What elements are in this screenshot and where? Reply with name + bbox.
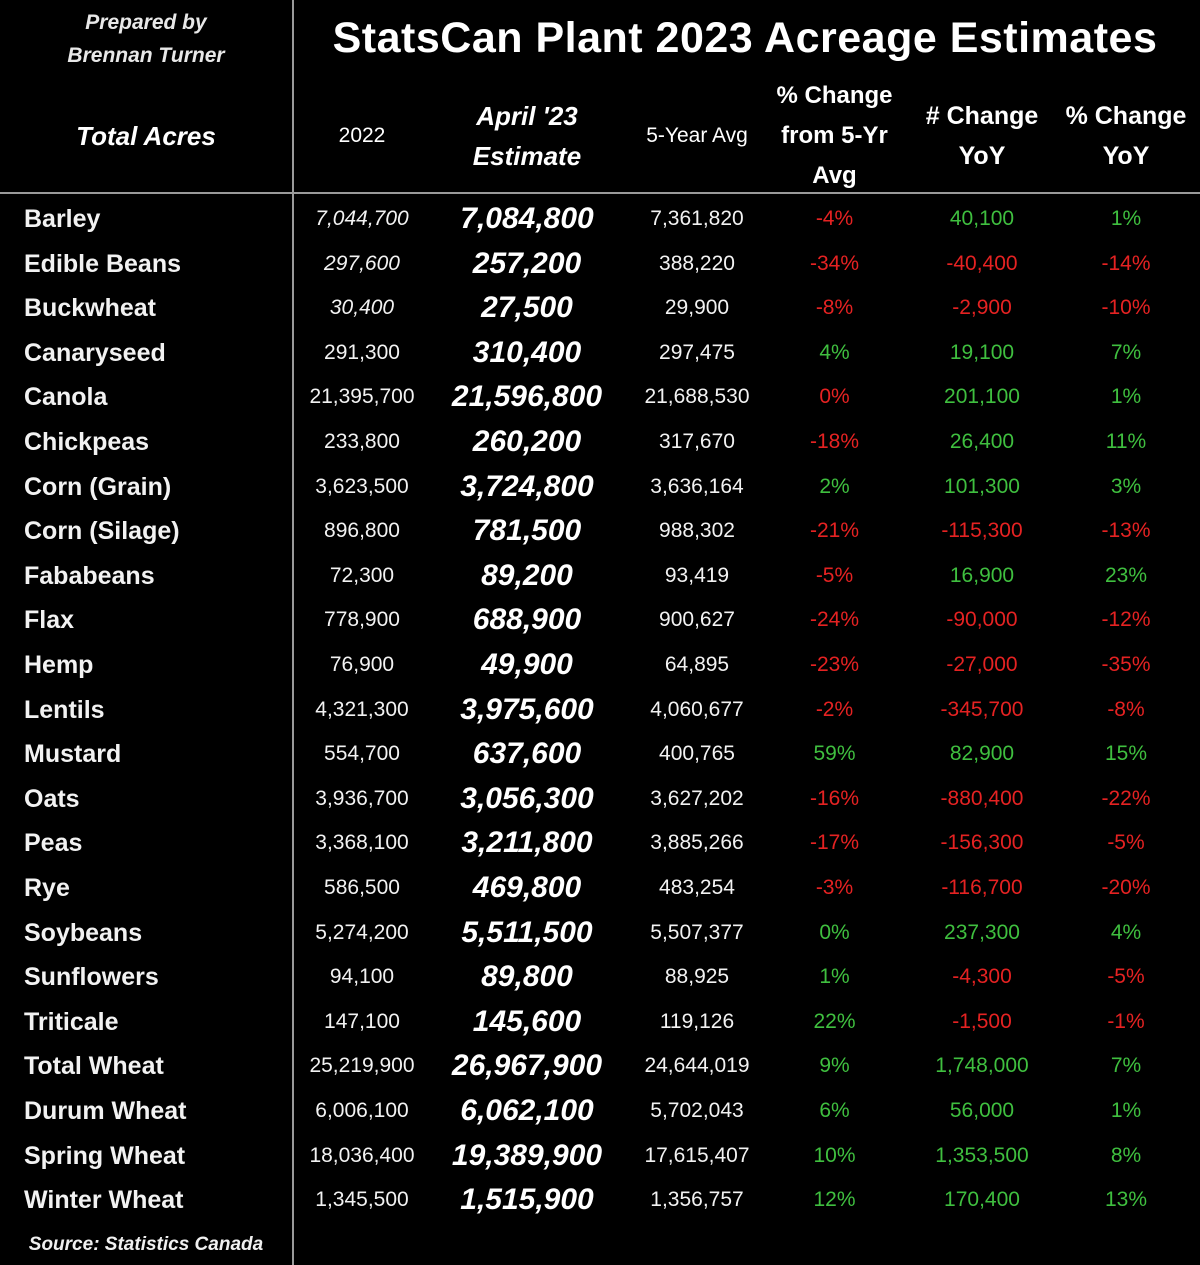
- value-5yr-avg: 400,765: [659, 742, 735, 766]
- value-april-estimate: 5,511,500: [461, 915, 593, 949]
- value-2022: 586,500: [324, 876, 400, 899]
- value-april-estimate: 21,596,800: [451, 380, 603, 414]
- value-num-change-yoy: -1,500: [952, 1009, 1012, 1033]
- value-2022: 3,936,700: [315, 786, 409, 810]
- table-row: [0, 331, 1200, 376]
- value-pct-change-yoy: -22%: [1101, 786, 1151, 810]
- crop-name: Flax: [24, 606, 75, 635]
- value-2022: 76,900: [329, 653, 395, 676]
- value-num-change-yoy: 82,900: [949, 742, 1015, 766]
- value-april-estimate: 469,800: [472, 871, 582, 904]
- value-pct-change-5yr: 6%: [819, 1099, 850, 1122]
- header-total-acres: Total Acres: [76, 120, 216, 151]
- crop-name: Canaryseed: [24, 338, 166, 367]
- table-row: [0, 598, 1200, 643]
- value-april-estimate: 89,200: [481, 558, 573, 592]
- crop-name: Rye: [24, 874, 70, 902]
- value-april-estimate: 145,600: [472, 1004, 582, 1038]
- value-2022: 7,044,700: [315, 207, 409, 230]
- value-5yr-avg: 93,419: [664, 563, 730, 587]
- value-pct-change-yoy: -12%: [1101, 608, 1151, 632]
- value-pct-change-yoy: 13%: [1104, 1188, 1148, 1212]
- table-row: [0, 420, 1200, 465]
- value-5yr-avg: 64,895: [664, 653, 730, 676]
- value-2022: 778,900: [324, 608, 400, 632]
- table-row: [0, 375, 1200, 420]
- crop-name: Corn (Silage): [24, 517, 180, 546]
- prepared-by: [0, 6, 292, 72]
- value-pct-change-5yr: -4%: [815, 207, 854, 230]
- value-num-change-yoy: -40,400: [946, 251, 1018, 275]
- value-num-change-yoy: 237,300: [944, 920, 1020, 944]
- value-pct-change-yoy: 7%: [1110, 1054, 1142, 1078]
- value-pct-change-yoy: -5%: [1107, 965, 1145, 989]
- header-num-change-yoy: # Change YoY: [925, 102, 1039, 170]
- crop-name: Hemp: [24, 651, 94, 679]
- value-april-estimate: 1,515,900: [460, 1183, 594, 1217]
- crop-name: Corn (Grain): [24, 472, 172, 501]
- prepared-by-author: Brennan Turner: [67, 44, 225, 67]
- value-5yr-avg: 7,361,820: [650, 207, 744, 230]
- value-2022: 94,100: [329, 965, 395, 989]
- value-2022: 291,300: [324, 340, 400, 364]
- value-5yr-avg: 4,060,677: [650, 697, 744, 721]
- value-april-estimate: 3,056,300: [460, 781, 594, 815]
- value-5yr-avg: 1,356,757: [650, 1188, 744, 1212]
- table-row: [0, 1178, 1200, 1223]
- value-2022: 6,006,100: [315, 1099, 409, 1122]
- value-num-change-yoy: 101,300: [944, 474, 1020, 498]
- value-num-change-yoy: 16,900: [949, 563, 1015, 587]
- crop-name: Peas: [24, 829, 83, 858]
- value-pct-change-yoy: -13%: [1101, 519, 1151, 543]
- value-pct-change-5yr: 4%: [819, 340, 850, 364]
- value-april-estimate: 89,800: [481, 960, 573, 994]
- header-pct-change-yoy: % Change YoY: [1065, 102, 1187, 170]
- value-num-change-yoy: -345,700: [940, 697, 1024, 721]
- crop-name: Durum Wheat: [24, 1097, 187, 1125]
- table-row: [0, 955, 1200, 1000]
- value-num-change-yoy: -156,300: [940, 831, 1024, 855]
- value-pct-change-yoy: -8%: [1107, 697, 1145, 721]
- table-row: [0, 286, 1200, 331]
- value-5yr-avg: 5,702,043: [650, 1099, 744, 1122]
- table-row: [0, 1044, 1200, 1089]
- value-5yr-avg: 29,900: [664, 296, 730, 320]
- crop-name: Edible Beans: [24, 249, 181, 278]
- value-2022: 147,100: [324, 1009, 400, 1033]
- table-row: [0, 1000, 1200, 1045]
- value-april-estimate: 3,975,600: [460, 692, 594, 726]
- value-pct-change-yoy: 23%: [1104, 563, 1148, 587]
- value-april-estimate: 6,062,100: [460, 1094, 594, 1127]
- value-april-estimate: 688,900: [472, 603, 582, 637]
- value-pct-change-5yr: 0%: [819, 920, 850, 944]
- value-5yr-avg: 88,925: [664, 965, 730, 989]
- value-num-change-yoy: 201,100: [944, 385, 1020, 409]
- header-5yr-avg: 5-Year Avg: [646, 124, 748, 147]
- table-row: [0, 197, 1200, 242]
- value-num-change-yoy: 56,000: [949, 1099, 1015, 1122]
- value-5yr-avg: 483,254: [659, 876, 735, 899]
- value-pct-change-yoy: 7%: [1110, 340, 1142, 364]
- value-2022: 233,800: [324, 430, 400, 453]
- value-pct-change-yoy: 4%: [1110, 920, 1142, 944]
- value-april-estimate: 26,967,900: [451, 1049, 603, 1083]
- value-pct-change-5yr: -18%: [809, 430, 860, 453]
- value-pct-change-5yr: 22%: [813, 1009, 856, 1033]
- header-divider: [0, 192, 1200, 194]
- value-5yr-avg: 17,615,407: [644, 1143, 750, 1167]
- value-num-change-yoy: 170,400: [944, 1188, 1020, 1212]
- source-note: Source: Statistics Canada: [28, 1234, 264, 1255]
- value-2022: 3,368,100: [315, 831, 409, 855]
- value-pct-change-yoy: 1%: [1110, 1099, 1142, 1122]
- table-row: [0, 465, 1200, 510]
- value-num-change-yoy: 1,353,500: [935, 1143, 1029, 1167]
- value-pct-change-5yr: -3%: [815, 876, 854, 899]
- value-2022: 21,395,700: [309, 385, 415, 409]
- value-pct-change-yoy: -35%: [1101, 653, 1151, 676]
- value-5yr-avg: 988,302: [659, 519, 735, 543]
- crop-name: Mustard: [24, 740, 122, 769]
- value-pct-change-5yr: -17%: [809, 831, 860, 855]
- value-5yr-avg: 388,220: [659, 251, 735, 275]
- value-april-estimate: 3,211,800: [461, 826, 593, 860]
- value-num-change-yoy: -2,900: [952, 296, 1012, 320]
- header-pct-change-5yr: % Change from 5-Yr Avg: [776, 82, 893, 189]
- value-num-change-yoy: -880,400: [940, 786, 1024, 810]
- crop-name: Fababeans: [24, 561, 155, 590]
- value-pct-change-yoy: -20%: [1101, 876, 1151, 899]
- value-pct-change-yoy: 3%: [1110, 474, 1142, 498]
- value-pct-change-yoy: 8%: [1110, 1143, 1142, 1167]
- value-5yr-avg: 3,627,202: [650, 786, 744, 810]
- crop-name: Buckwheat: [24, 294, 156, 323]
- crop-name: Sunflowers: [24, 963, 159, 992]
- value-pct-change-5yr: -5%: [815, 563, 854, 587]
- value-2022: 72,300: [329, 563, 395, 587]
- table-row: [0, 509, 1200, 554]
- header-2022: 2022: [338, 124, 386, 147]
- value-pct-change-5yr: -16%: [809, 786, 860, 810]
- value-pct-change-yoy: 1%: [1110, 207, 1142, 230]
- value-pct-change-yoy: -5%: [1107, 831, 1145, 855]
- crop-name: Oats: [24, 784, 80, 813]
- value-april-estimate: 310,400: [472, 335, 582, 369]
- value-5yr-avg: 21,688,530: [644, 385, 750, 409]
- value-pct-change-5yr: -21%: [809, 519, 860, 543]
- value-pct-change-5yr: 2%: [819, 474, 850, 498]
- crop-name: Total Wheat: [24, 1052, 164, 1081]
- value-april-estimate: 781,500: [472, 514, 582, 548]
- value-april-estimate: 7,084,800: [460, 202, 594, 235]
- table-row: [0, 821, 1200, 866]
- table-row: [0, 777, 1200, 822]
- table-row: [0, 1134, 1200, 1179]
- value-num-change-yoy: -90,000: [946, 608, 1018, 632]
- value-pct-change-5yr: 12%: [813, 1188, 856, 1212]
- value-num-change-yoy: 19,100: [949, 340, 1015, 364]
- value-pct-change-5yr: 59%: [813, 742, 856, 766]
- value-pct-change-5yr: -34%: [809, 251, 860, 275]
- value-2022: 30,400: [329, 296, 395, 320]
- value-pct-change-yoy: 11%: [1105, 430, 1147, 453]
- value-pct-change-5yr: 9%: [819, 1054, 850, 1078]
- value-april-estimate: 3,724,800: [460, 469, 594, 503]
- table-row: [0, 911, 1200, 956]
- value-num-change-yoy: 1,748,000: [935, 1054, 1029, 1078]
- value-5yr-avg: 5,507,377: [650, 920, 744, 944]
- value-5yr-avg: 119,126: [659, 1009, 735, 1033]
- value-pct-change-5yr: -24%: [809, 608, 860, 632]
- table-row: [0, 1089, 1200, 1134]
- value-pct-change-yoy: 1%: [1110, 385, 1142, 409]
- value-2022: 554,700: [324, 742, 400, 766]
- value-5yr-avg: 900,627: [659, 608, 735, 632]
- value-num-change-yoy: -115,300: [941, 519, 1023, 543]
- value-pct-change-yoy: -10%: [1101, 296, 1151, 320]
- crop-name: Winter Wheat: [24, 1186, 184, 1215]
- value-april-estimate: 637,600: [472, 737, 582, 771]
- value-5yr-avg: 3,636,164: [650, 474, 744, 498]
- value-april-estimate: 19,389,900: [451, 1138, 603, 1172]
- value-pct-change-5yr: 0%: [819, 385, 850, 409]
- value-5yr-avg: 3,885,266: [650, 831, 744, 855]
- crop-name: Lentils: [24, 695, 105, 724]
- value-pct-change-5yr: -23%: [809, 653, 860, 676]
- value-pct-change-5yr: 1%: [819, 965, 850, 989]
- crop-name: Barley: [24, 205, 101, 233]
- value-5yr-avg: 24,644,019: [644, 1054, 750, 1078]
- value-2022: 896,800: [324, 519, 400, 543]
- value-pct-change-yoy: -14%: [1101, 251, 1151, 275]
- value-pct-change-yoy: -1%: [1107, 1009, 1145, 1033]
- crop-name: Soybeans: [24, 918, 143, 947]
- value-pct-change-5yr: -2%: [815, 697, 854, 721]
- value-num-change-yoy: -4,300: [952, 965, 1012, 989]
- value-2022: 25,219,900: [309, 1054, 415, 1078]
- value-april-estimate: 257,200: [472, 246, 582, 280]
- crop-name: Chickpeas: [24, 428, 150, 456]
- value-2022: 5,274,200: [315, 920, 409, 944]
- table-row: [0, 688, 1200, 733]
- crop-name: Triticale: [24, 1007, 119, 1036]
- header-april-estimate: April '23 Estimate: [472, 101, 582, 171]
- value-pct-change-5yr: -8%: [815, 296, 854, 320]
- table-row: [0, 554, 1200, 599]
- value-2022: 18,036,400: [309, 1143, 415, 1167]
- crop-name: Canola: [24, 383, 108, 412]
- value-5yr-avg: 297,475: [659, 340, 735, 364]
- value-2022: 3,623,500: [315, 474, 409, 498]
- table-row: [0, 643, 1200, 688]
- value-april-estimate: 49,900: [481, 648, 573, 681]
- page-title: StatsCan Plant 2023 Acreage Estimates: [332, 14, 1158, 62]
- value-5yr-avg: 317,670: [659, 430, 735, 453]
- table-row: [0, 866, 1200, 911]
- table-row: [0, 242, 1200, 287]
- table-row: [0, 732, 1200, 777]
- value-april-estimate: 27,500: [481, 291, 573, 325]
- value-2022: 297,600: [324, 251, 400, 275]
- value-num-change-yoy: -27,000: [946, 653, 1018, 676]
- value-num-change-yoy: -116,700: [941, 876, 1023, 899]
- value-april-estimate: 260,200: [472, 425, 582, 458]
- value-2022: 4,321,300: [315, 697, 409, 721]
- prepared-by-line1: Prepared by: [85, 11, 207, 34]
- value-2022: 1,345,500: [315, 1188, 409, 1212]
- value-pct-change-5yr: 10%: [813, 1143, 856, 1167]
- value-num-change-yoy: 40,100: [949, 207, 1015, 230]
- value-pct-change-yoy: 15%: [1104, 742, 1148, 766]
- value-num-change-yoy: 26,400: [949, 430, 1015, 453]
- crop-name: Spring Wheat: [24, 1141, 186, 1170]
